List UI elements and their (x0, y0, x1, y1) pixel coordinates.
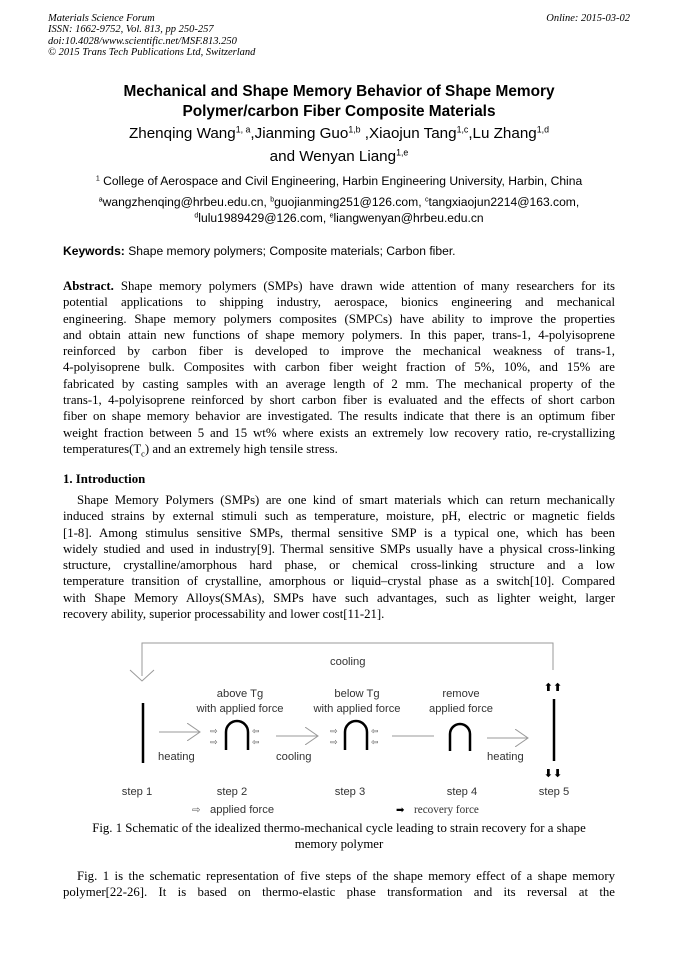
email-link[interactable]: tangxiaojun2214@163.com (428, 195, 576, 209)
applied-force-icon: ⇨ (210, 737, 218, 747)
step3-label-1: below Tg (334, 688, 380, 700)
journal-name: Materials Science Forum (48, 13, 155, 24)
step-label: step 4 (446, 786, 478, 798)
author-sup: 1, a (235, 124, 251, 135)
caption-line: Fig. 1 Schematic of the idealized thermo-mechanical cycle leading to strain recovery for a shape (92, 821, 586, 835)
abstract-line: and obtain attain new functions of shape memory polymers. In this paper, trans-1, 4-polyisoprene (63, 327, 615, 342)
transition-label: cooling (276, 751, 312, 763)
legend-recovery-force-icon: ➡ (396, 805, 405, 816)
legend-recovery-force: recovery force (414, 804, 479, 816)
applied-force-icon: ⇦ (252, 726, 260, 736)
abstract-text: Shape memory polymers (SMPs) have drawn wide attention of many researchers for its (120, 279, 615, 293)
applied-force-icon: ⇨ (330, 737, 338, 747)
abstract-line: trans-1, 4-polyisoprene reinforced by short carbon fiber is evaluated and the effects of short carbon (63, 393, 615, 408)
author-list: Zhenqing Wang$^{1, a}$,Jianming Guo$^{1,b}$ ,Xiaojun Tang$^{1,c}$,Lu Zhang$^{1,d}$ and Wenyan Liang$^{1,e}$ (129, 124, 549, 165)
abstract-line: reinforced by carbon fiber is developed to improve the mechanical weakness of trans-1, (63, 344, 615, 359)
abstract-text: temperatures(T (63, 441, 142, 456)
legend-applied-force: applied force (210, 804, 275, 816)
body-line: Fig. 1 is the schematic representation of five steps of the shape memory effect of a shape memory (77, 869, 615, 883)
title-line-1: Mechanical and Shape Memory Behavior of Shape Memory (123, 83, 555, 100)
author-name: Lu Zhang (472, 125, 537, 142)
cooling-loop-arrowhead-icon (130, 670, 154, 681)
applied-force-icon: ⇦ (371, 737, 379, 747)
applied-force-icon: ⇦ (371, 726, 379, 736)
affiliation-sup: 1 (95, 175, 100, 183)
email-link[interactable]: guojianming251@126.com (274, 195, 419, 209)
transition-label: heating (487, 751, 524, 763)
intro-line: recovery ability, superior processability and lower cost[11-21]. (63, 607, 385, 622)
journal-header (48, 13, 255, 59)
doi: doi:10.4028/www.scientific.net/MSF.813.250 (48, 35, 237, 47)
intro-line: Shape Memory Polymers (SMPs) are one kind of smart materials which can return mechanically (77, 493, 615, 507)
copyright: © 2015 Trans Tech Publications Ltd, Switzerland (48, 47, 256, 59)
email-sup: b (270, 196, 275, 204)
author-sup: 1,c (456, 124, 469, 135)
step2-label-1: above Tg (216, 688, 264, 700)
keywords-label: Keywords: (63, 244, 125, 258)
abstract-line (63, 278, 615, 294)
authors-and: and (269, 148, 296, 165)
email-link[interactable]: lulu1989429@126.com (198, 210, 323, 225)
body-paragraph (63, 868, 615, 901)
intro-line: [1-8]. Among stimulus sensitive SMPs, thermal sensitive SMP is a typical one, which has been (63, 525, 615, 540)
abstract-line: fiber on shape memory behavior are investigated. The results indicate that there is an optimum fiber (63, 409, 615, 424)
section-heading: 1. Introduction (63, 472, 146, 486)
affiliation-text: College of Aerospace and Civil Engineering, Harbin Engineering University, Harbin, China (103, 174, 583, 188)
title-line-2: Polymer/carbon Fiber Composite Materials (182, 102, 496, 120)
abstract (63, 278, 615, 457)
intro-line: temperature transition of crystalline, amorphous or liquid–crystal phase as a switch[10]. Compared (63, 574, 615, 589)
abstract-line: fabricated by casting samples with an average length of 2 mm. The mechanical property of the (63, 376, 615, 391)
step4-label-2: applied force (428, 703, 494, 715)
keywords (63, 244, 456, 258)
email-sup: c (424, 196, 429, 204)
applied-force-icon: ⇦ (252, 737, 260, 747)
email-link[interactable]: liangwenyan@hrbeu.edu.cn (333, 210, 484, 225)
step-label: step 2 (216, 786, 248, 798)
recovery-force-down-icon: ⬇⬇ (543, 768, 563, 780)
abstract-line: 4-polyisoprene bulk. Composites with carbon fiber weight fraction of 5%, 10%, and 15% are (63, 360, 615, 375)
email-sup: a (98, 196, 103, 204)
email-list: $^a$wangzhenqing@hrbeu.edu.cn, $^b$guojianming251@126.com, $^c$tangxiaojun2214@163.com, $^d$lulu1989429@126.com, $^e$liangwenyan@hrbeu.edu.cn (98, 195, 580, 225)
step2-label-2: with applied force (196, 703, 284, 715)
author-sup: 1,b (348, 124, 361, 135)
body-line: polymer[22-26]. It is based on thermo-elastic phase transformation and its reversal at the (63, 885, 615, 900)
author-sup: 1,e (396, 147, 409, 158)
author-sup: 1,d (536, 124, 549, 135)
intro-line: induced strains by external stimuli such as temperature, moisture, pH, electric or magnetic fields (63, 509, 615, 524)
intro-line: structure, crystalline/amorphous hard phase, or chemical cross-linking structure and a low (63, 558, 615, 573)
author-name: Zhenqing Wang (129, 125, 236, 142)
abstract-line (63, 441, 615, 457)
applied-force-icon: ⇨ (330, 726, 338, 736)
step3-specimen (345, 721, 367, 750)
applied-force-icon: ⇨ (210, 726, 218, 736)
keywords-text: Shape memory polymers; Composite materials; Carbon fiber. (128, 244, 456, 258)
cooling-loop-line (142, 643, 553, 676)
step-label: step 5 (538, 786, 570, 798)
abstract-line: potential applications to shipping industry, aerospace, bionics engineering and mechanical (63, 295, 615, 310)
subscript: c (141, 449, 145, 459)
intro-paragraph (63, 492, 615, 622)
affiliation (0, 174, 678, 188)
abstract-text: ) and an extremely high tensile stress. (144, 441, 338, 456)
author-name: Wenyan Liang (299, 148, 397, 165)
step3-label-2: with applied force (313, 703, 401, 715)
step2-specimen (226, 721, 248, 750)
issn: ISSN: 1662-9752, Vol. 813, pp 250-257 (48, 24, 214, 36)
email-sup: d (194, 211, 199, 219)
email-sup: e (329, 211, 334, 219)
online-date: Online: 2015-03-02 (546, 13, 630, 24)
intro-line: with Shape Memory Alloys(SMAs), SMPs have such advantages, such as lighter weight, larger (63, 590, 615, 605)
intro-line: widely studied and used in industry[9]. Thermal sensitive SMPs usually have a physical cross-linking (63, 541, 615, 556)
step4-specimen (450, 724, 470, 751)
abstract-line: engineering. Shape memory polymers composites (SMPCs) have ability to improve the properties (63, 311, 615, 326)
step-label: step 3 (334, 786, 366, 798)
author-name: Xiaojun Tang (369, 125, 457, 142)
step4-label-1: remove (442, 688, 480, 700)
legend-applied-force-icon: ⇨ (192, 805, 201, 816)
step-label: step 1 (121, 786, 153, 798)
paper-title (0, 82, 678, 121)
abstract-line: weight fraction between 5 and 15 wt% where exists an extremely low recovery ratio, re-crystallizing (63, 425, 615, 440)
figure-1-caption (63, 820, 615, 853)
recovery-force-up-icon: ⬆⬆ (543, 682, 563, 694)
abstract-label: Abstract. (63, 279, 114, 293)
author-name: Jianming Guo (254, 125, 349, 142)
cooling-top-label: cooling (330, 656, 366, 668)
caption-line: memory polymer (294, 837, 384, 852)
email-link[interactable]: wangzhenqing@hrbeu.edu.cn (102, 195, 264, 209)
transition-label: heating (158, 751, 195, 763)
